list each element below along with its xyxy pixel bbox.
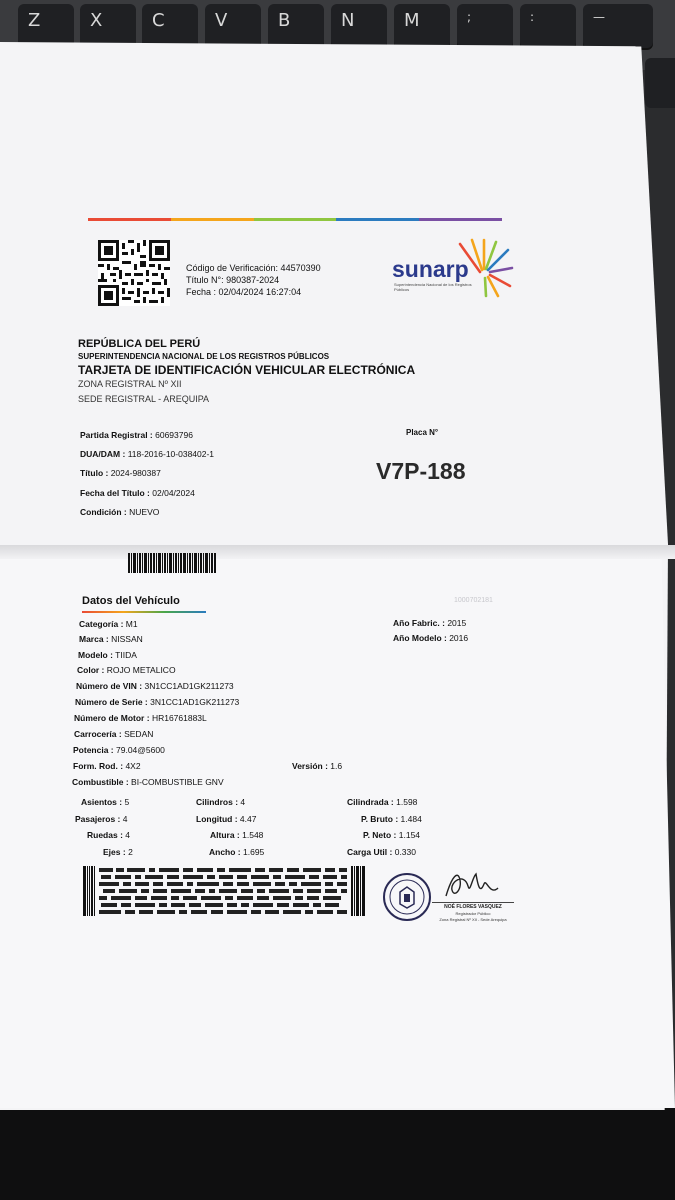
version-field	[292, 761, 342, 771]
key-label: :	[530, 10, 535, 24]
altura-field	[210, 830, 263, 840]
key-x	[80, 4, 136, 48]
motor-field	[74, 713, 207, 723]
field-label: Marca :	[79, 634, 109, 644]
field-label: Número de VIN :	[76, 681, 143, 691]
pasajeros-field	[75, 814, 127, 824]
field-label: Combustible :	[72, 777, 129, 787]
field-value: SEDAN	[124, 729, 154, 739]
field-label: DUA/DAM :	[80, 449, 126, 459]
field-label: Potencia :	[73, 745, 114, 755]
pdf417-barcode-icon	[83, 866, 365, 916]
categoria-field	[79, 619, 138, 629]
key-label: C	[152, 10, 165, 31]
fecha-titulo-field	[80, 488, 195, 498]
vin-field	[76, 681, 234, 691]
field-label: Condición :	[80, 507, 127, 517]
signer-name: NOÉ FLORES VASQUEZ	[432, 902, 514, 910]
field-value: 2024-980387	[110, 468, 161, 478]
registry-zone: ZONA REGISTRAL Nº XII	[78, 379, 182, 389]
carroceria-field	[74, 729, 153, 739]
signer-zone: Zona Registral Nº XII - Sede Arequipa	[439, 917, 507, 922]
document-number: 1000702181	[454, 597, 493, 604]
field-label: Título :	[80, 468, 109, 478]
sunarp-logo	[392, 238, 514, 300]
longitud-field	[196, 814, 256, 824]
key-c	[142, 4, 198, 48]
field-value: BI-COMBUSTIBLE GNV	[131, 777, 224, 787]
key-label: Z	[28, 10, 41, 31]
condicion-field	[80, 507, 159, 517]
barcode-icon	[128, 553, 216, 573]
vehicle-section-title: Datos del Vehículo	[82, 595, 180, 607]
field-label: P. Neto :	[363, 830, 397, 840]
verification-code: Código de Verificación: 44570390	[186, 263, 321, 273]
registry-office: SEDE REGISTRAL - AREQUIPA	[78, 394, 210, 404]
field-value: 1.548	[242, 830, 264, 840]
plate-number: V7P-188	[376, 458, 466, 484]
modelo-field	[78, 650, 137, 660]
field-value: M1	[125, 619, 138, 629]
key-label: ;	[467, 10, 472, 24]
superintendency-heading: SUPERINTENDENCIA NACIONAL DE LOS REGISTROS PÚBLICOS	[78, 352, 330, 361]
field-label: Partida Registral :	[80, 430, 153, 440]
key-label: M	[404, 10, 420, 31]
field-value: 4	[125, 830, 131, 840]
field-label: Ejes :	[103, 847, 126, 857]
section-underline	[82, 611, 206, 613]
field-label: Carrocería :	[74, 729, 122, 739]
field-value: 0.330	[394, 847, 416, 857]
key-label: N	[341, 10, 355, 31]
field-label: Fecha del Título :	[80, 488, 150, 498]
field-value: 5	[124, 797, 130, 807]
field-value: 4.47	[239, 814, 257, 824]
cilindros-field	[196, 797, 245, 807]
field-label: Categoría :	[79, 619, 124, 629]
field-value: 4	[122, 814, 128, 824]
key-z	[18, 4, 74, 48]
ruedas-field	[87, 830, 130, 840]
field-label: Carga Util :	[347, 847, 393, 857]
potencia-field	[73, 745, 165, 755]
peso-bruto-field	[361, 814, 422, 824]
field-label: Número de Motor :	[74, 713, 150, 723]
field-label: Cilindros :	[196, 797, 239, 807]
key-b	[268, 4, 324, 48]
asientos-field	[81, 797, 129, 807]
field-label: Versión :	[292, 761, 328, 771]
anio-modelo-field	[393, 633, 468, 643]
field-label: Año Modelo :	[393, 633, 447, 643]
field-value: 3N1CC1AD1GK211273	[144, 681, 234, 691]
field-value: TIIDA	[115, 650, 137, 660]
logo-subtitle: Superintendencia Nacional de los Registros Públicos	[394, 282, 472, 292]
field-value: HR16761883L	[151, 713, 207, 723]
marca-field	[79, 634, 143, 644]
dua-field	[80, 449, 214, 459]
field-value: NISSAN	[111, 634, 143, 644]
field-label: Ruedas :	[87, 830, 123, 840]
field-label: Asientos :	[81, 797, 123, 807]
desk-surface	[0, 1105, 675, 1200]
field-value: 2	[128, 847, 133, 857]
title-number: Título N°: 980387-2024	[186, 275, 280, 285]
key-m	[394, 4, 450, 48]
issue-date: Fecha : 02/04/2024 16:27:04	[186, 287, 302, 297]
key-n	[331, 4, 387, 48]
peso-neto-field	[363, 830, 420, 840]
key-dash	[583, 4, 653, 48]
field-value: 1.695	[243, 847, 265, 857]
field-label: Cilindrada :	[347, 797, 394, 807]
formrod-field	[73, 761, 141, 771]
field-label: Color :	[77, 665, 105, 675]
field-value: 3N1CC1AD1GK211273	[150, 697, 240, 707]
field-label: Número de Serie :	[75, 697, 148, 707]
serie-field	[75, 697, 239, 707]
field-value: 2016	[449, 633, 469, 643]
field-label: Form. Rod. :	[73, 761, 124, 771]
key-label: X	[90, 10, 103, 31]
carga-util-field	[347, 847, 416, 857]
field-label: Longitud :	[196, 814, 238, 824]
republic-heading: REPÚBLICA DEL PERÚ	[78, 338, 201, 350]
card-title: TARJETA DE IDENTIFICACIÓN VEHICULAR ELECTRÓNICA	[78, 363, 416, 377]
signature-icon	[432, 866, 514, 902]
qr-code-icon	[98, 240, 170, 306]
field-value: 4	[240, 797, 246, 807]
field-value: 2015	[447, 618, 467, 628]
key-label: B	[278, 10, 291, 31]
verification-block	[186, 262, 321, 298]
field-label: Pasajeros :	[75, 814, 121, 824]
keyboard-side-key	[645, 58, 675, 108]
paper-fold	[0, 545, 675, 559]
key-v	[205, 4, 261, 48]
key-semicolon	[457, 4, 513, 48]
field-value: 1.484	[400, 814, 422, 824]
field-value: 79.04@5600	[116, 745, 165, 755]
field-value: 60693796	[155, 430, 193, 440]
field-label: Ancho :	[209, 847, 241, 857]
field-value: 118-2016-10-038402-1	[127, 449, 215, 459]
sunarp-rays-icon	[450, 238, 514, 298]
field-value: ROJO METALICO	[106, 665, 176, 675]
combustible-field	[72, 777, 224, 787]
field-value: 1.598	[396, 797, 418, 807]
field-value: 1.6	[330, 761, 343, 771]
field-label: Altura :	[210, 830, 240, 840]
cilindrada-field	[347, 797, 417, 807]
key-colon	[520, 4, 576, 48]
field-label: Modelo :	[78, 650, 113, 660]
field-label: Año Fabric. :	[393, 618, 445, 628]
key-label: —	[593, 10, 605, 24]
field-value: 1.154	[398, 830, 421, 840]
color-field	[77, 665, 176, 675]
color-bar	[88, 218, 502, 221]
signer-role: Registrador Público	[455, 911, 491, 916]
anio-fabricacion-field	[393, 618, 466, 628]
partida-field	[80, 430, 193, 440]
ejes-field	[103, 847, 133, 857]
signature-block	[432, 866, 514, 926]
logo-name: sunarp	[392, 256, 469, 282]
field-label: P. Bruto :	[361, 814, 399, 824]
field-value: 4X2	[125, 761, 141, 771]
key-label: V	[215, 10, 228, 31]
field-value: 02/04/2024	[152, 488, 195, 498]
titulo-field	[80, 468, 161, 478]
official-seal-icon	[382, 872, 432, 922]
ancho-field	[209, 847, 264, 857]
plate-label: Placa N°	[406, 428, 439, 437]
field-value: NUEVO	[129, 507, 160, 517]
